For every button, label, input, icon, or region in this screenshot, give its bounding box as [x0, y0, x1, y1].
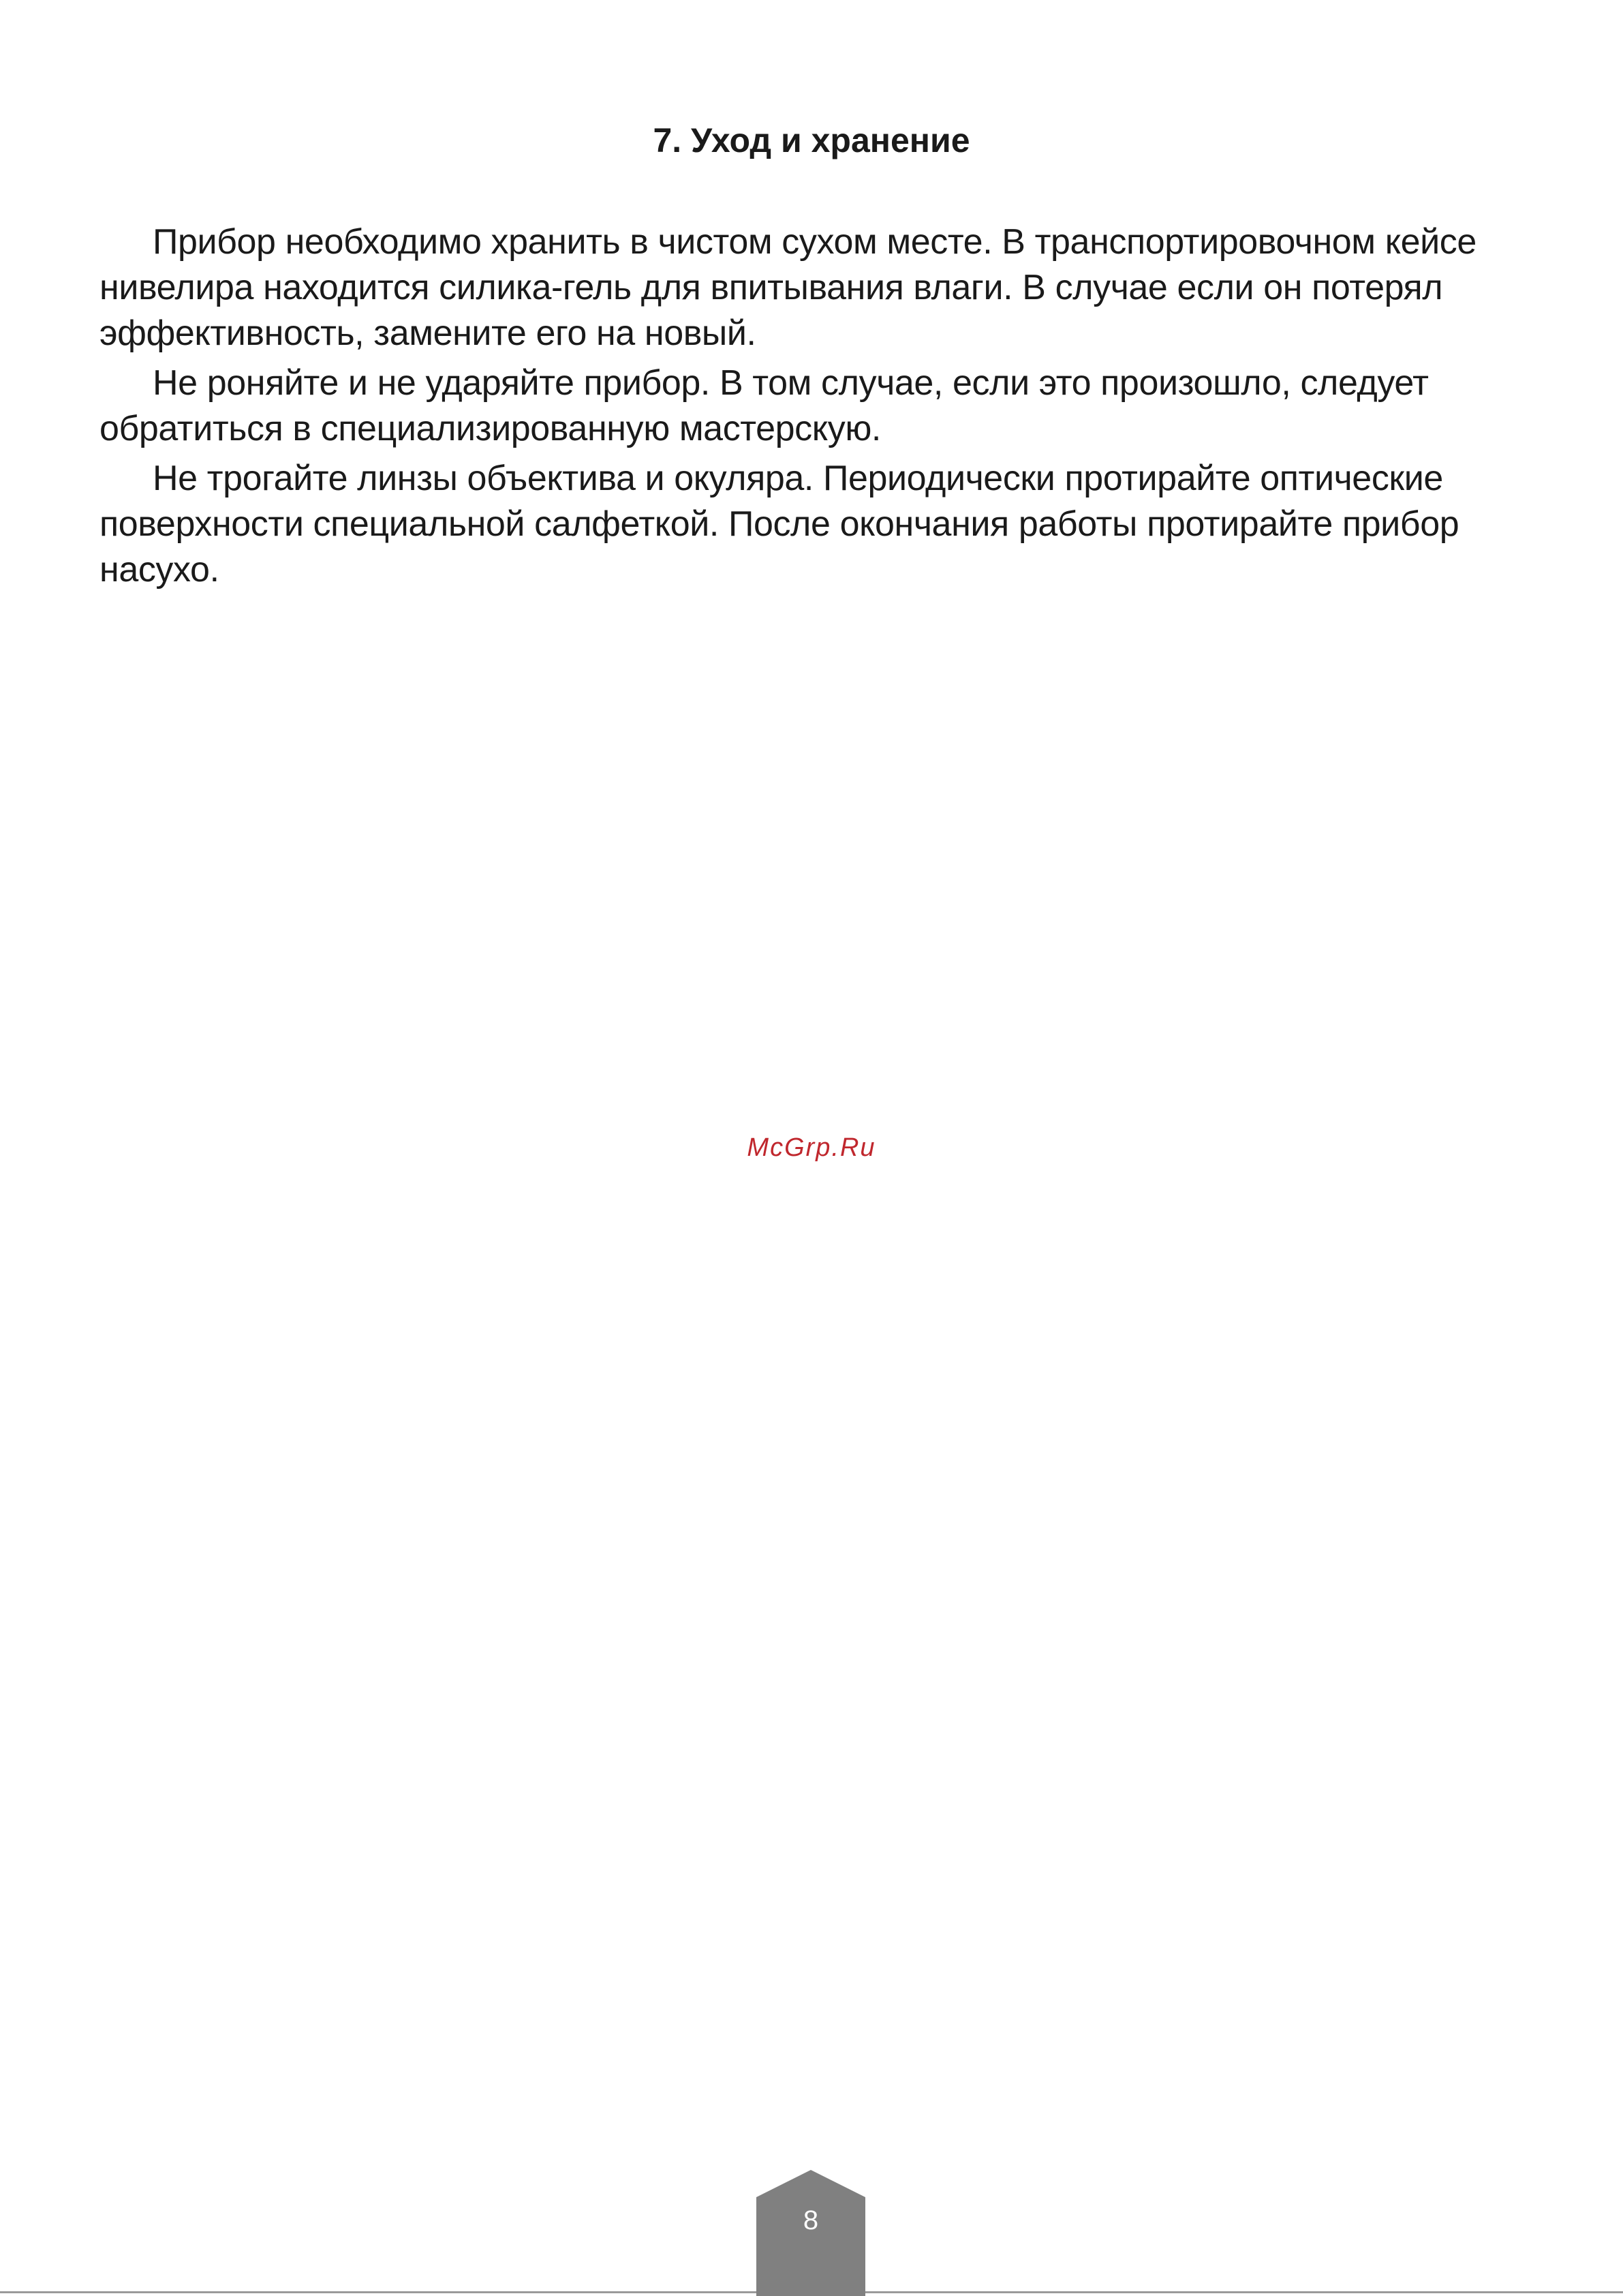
section-title: 7. Уход и хранение	[653, 121, 970, 159]
paragraph-cleaning: Не трогайте линзы объектива и окуляра. Периодически протирайте оптические поверхности специальной салфеткой. После окончания работы протирайте прибор насухо.	[99, 459, 1459, 590]
page-number-tab	[756, 2170, 865, 2296]
paragraph-handling: Не роняйте и не ударяйте прибор. В том случае, если это произошло, следует обратиться в специализированную мастерскую.	[99, 363, 1429, 448]
paragraph-storage: Прибор необходимо хранить в чистом сухом месте. В транспортировочном кейсе нивелира находится силика-гель для впитывания влаги. В случае если он потерял эффективность, замените его на новый.	[99, 222, 1477, 353]
page-number: 8	[803, 2205, 819, 2235]
body-text	[99, 219, 1524, 597]
watermark: McGrp.Ru	[747, 1133, 876, 1162]
